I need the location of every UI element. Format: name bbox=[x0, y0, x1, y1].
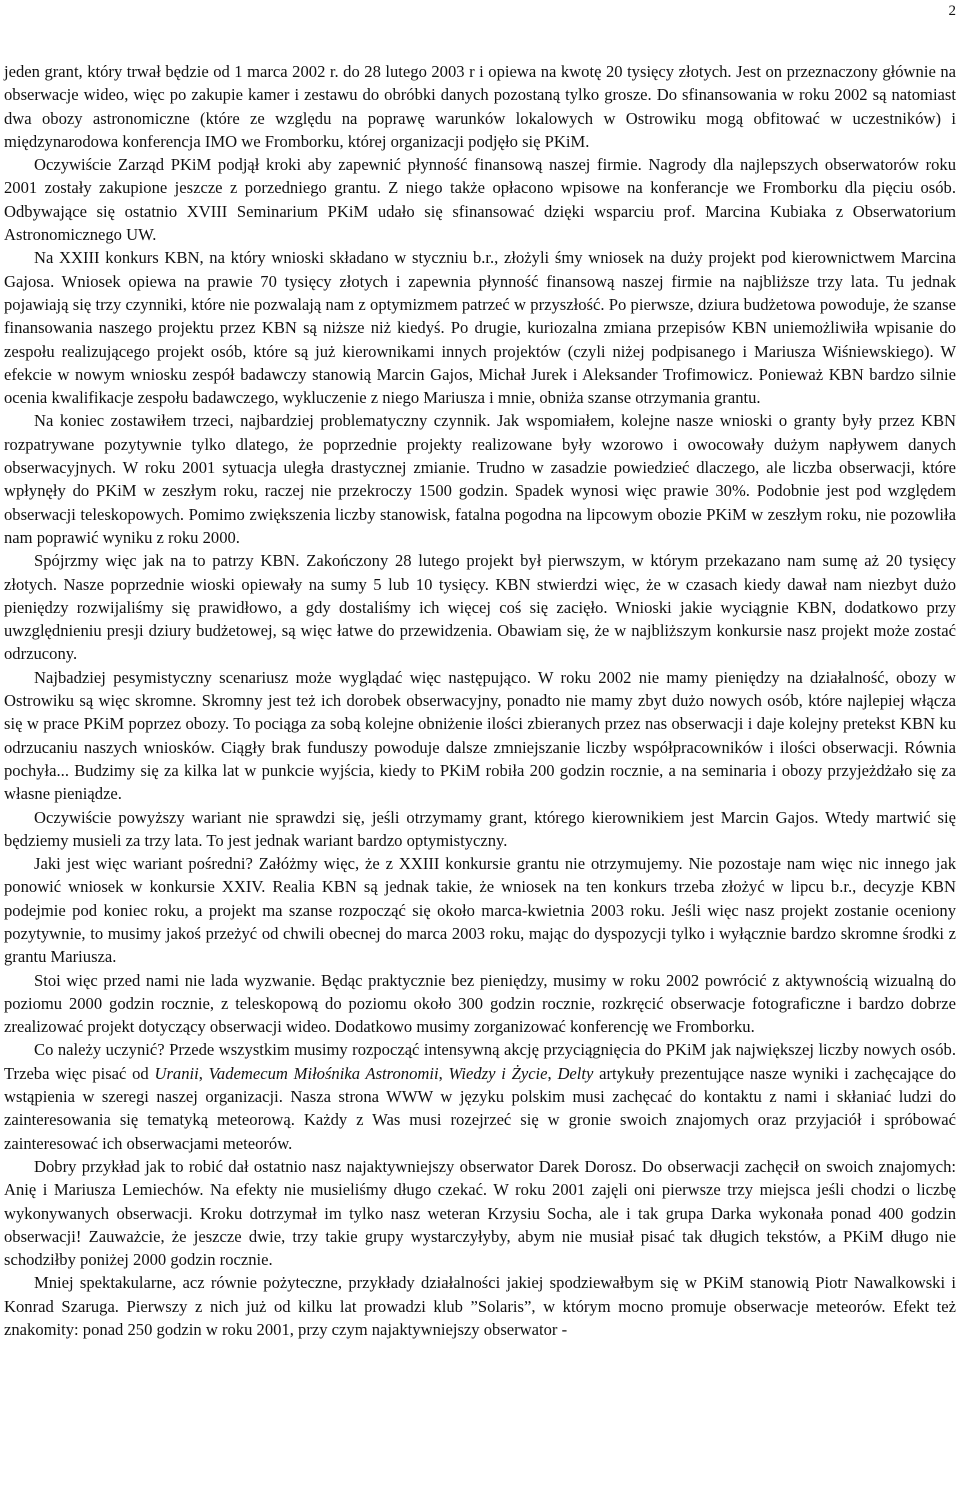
magazine-title: Uranii bbox=[154, 1063, 199, 1083]
paragraph-with-titles bbox=[4, 1038, 956, 1154]
page-number: 2 bbox=[948, 3, 956, 19]
text-run: , bbox=[438, 1063, 449, 1083]
paragraph: jeden grant, który trwał będzie od 1 marca 2002 r. do 28 lutego 2003 r i opiewa na kwotę 20 tysięcy złotych. Jest on przeznaczony głównie na obserwacje wideo, więc po zakupie kamer i zestawu do obróbki danych pozostaną tylko grosze. Do sfinansowania w roku 2002 są natomiast dwa obozy astronomiczne (które ze względu na poprawę warunków lokalowych w Ostrowiku mogą obfitować w uczestników) i międzynarodowa konferencja IMO we Fromborku, której organizacji podjęło się PKiM. bbox=[4, 62, 956, 151]
paragraph: Jaki jest więc wariant pośredni? Załóżmy więc, że z XXIII konkursie grantu nie otrzymujemy. Nie pozostaje nam więc nic innego jak ponowić wniosek w konkursie XXIV. Realia KBN są jednak takie, że wniosek na ten konkurs trzeba złożyć w lipcu b.r., decyzje KBN podejmie pod koniec roku, a projekt ma szanse rozpocząć się około marca-kwietnia 2003 roku. Jeśli więc nasz projekt zostanie oceniony pozytywnie, to musimy jakoś przeżyć od chwili obecnej do marca 2003 roku, mając do dyspozycji tylko i wyłącznie bardzo skromne środki z grantu Mariusza. bbox=[4, 854, 956, 967]
text-run: Co należy uczynić? Przede wszystkim musimy rozpocząć intensywną akcję przyciągnięcia do PKiM jak największej liczby nowych osób. Trzeba więc pisać od bbox=[4, 1040, 956, 1083]
paragraph: Na koniec zostawiłem trzeci, najbardziej problematyczny czynnik. Jak wspomiałem, kolejne nasze wnioski o granty były przez KBN rozpatrywane pozytywnie tylko dlatego, że poprzednie projekty realizowane były wzorowo i owocowały dużym napływem danych obserwacyjnych. W roku 2001 sytuacja uległa drastycznej zmianie. Trudno w zasadzie powiedzieć dlaczego, ale liczba obserwacji, które wpłynęły do PKiM w zeszłym roku, raczej nie przekroczy 1500 godzin. Spadek wynosi więc prawie 30%. Podobnie jest pod względem obserwacji teleskopowych. Pomimo zwiększenia liczby stanowisk, fatalna pogodna na lipcowym obozie PKiM w zeszłym roku, nie pozowliła nam poprawić wyniku z roku 2000. bbox=[4, 411, 956, 547]
magazine-title: Vademecum Miłośnika Astronomii bbox=[208, 1063, 439, 1083]
text-run: , bbox=[198, 1063, 209, 1083]
paragraph: Spójrzmy więc jak na to patrzy KBN. Zakończony 28 lutego projekt był pierwszym, w którym przekazano nam sumę aż 20 tysięcy złotych. Nasze poprzednie wioski opiewały na sumy 5 lub 10 tysięcy. KBN stwierdzi więc, że w czasach kiedy dawał nam niezbyt dużo pieniędzy rozwijaliśmy się prawidłowo, a gdy dostaliśmy ich więcej coś się zacięło. Wnioski jakie wyciągnie KBN, dodatkowo przy uwzględnieniu presji dziury budżetowej, są więc łatwe do przewidzenia. Obawiam się, że w najbliższym konkursie nasz projekt może zostać odrzucony. bbox=[4, 551, 956, 664]
magazine-title: Delty bbox=[557, 1063, 594, 1083]
paragraph: Najbadziej pesymistyczny scenariusz może wyglądać więc następująco. W roku 2002 nie mamy pieniędzy na działalność, obozy w Ostrowiku są więc skromne. Skromny jest też ich dorobek obserwacyjny, ponadto nie mamy zbyt dużo nowych osób, które najlepiej włącza się w prace PKiM poprzez obozy. To pociąga za sobą kolejne obniżenie ilości zbieranych przez nas obserwacji i daje kolejny pretekst KBN ku odrzucaniu naszych wniosków. Ciągły brak funduszy powoduje dalsze zmniejszanie liczby współpracowników i ilości obserwacji. Równia pochyła... Budzimy się za kilka lat w punkcie wyjścia, kiedy to PKiM robiła 200 godzin rocznie, a na seminaria i obozy przyjeżdżało się za własne pieniądze. bbox=[4, 667, 956, 804]
magazine-title: Wiedzy i Życie bbox=[448, 1063, 548, 1083]
text-run: artykuły prezentujące nasze wyniki i zachęcające do wstąpienia w szeregi naszej organizacji. Nasza strona WWW w języku polskim musi zachęcać do kontaktu z nami i skłaniać ludzi do zainteresowania się tematyką meteorową. Każdy z Was musi rozejrzeć się w gronie swoich znajomych oraz przyjaciół i spróbować zainteresować ich obserwacjami meteorów. bbox=[4, 1063, 957, 1153]
article-body bbox=[4, 60, 956, 1341]
paragraph: Mniej spektakularne, acz równie pożyteczne, przykłady działalności jakiej spodziewałbym się w PKiM stanowią Piotr Nawalkowski i Konrad Szaruga. Pierwszy z nich już od kilku lat prowadzi klub ”Solaris”, w którym mocno promuje obserwacje meteorów. Efekt też znakomity: ponad 250 godzin w roku 2001, przy czym najaktywniejszy obserwator - bbox=[4, 1273, 956, 1340]
paragraph: Oczywiście powyższy wariant nie sprawdzi się, jeśli otrzymamy grant, którego kierownikiem jest Marcin Gajos. Wtedy martwić się będziemy musieli za trzy lata. To jest jednak wariant bardzo optymistyczny. bbox=[4, 807, 956, 850]
paragraph: Stoi więc przed nami nie lada wyzwanie. Będąc praktycznie bez pieniędzy, musimy w roku 2002 powrócić z aktywnością wizualną do poziomu 2000 godzin rocznie, z teleskopową do poziomu około 300 godzin rocznie, rozkręcić obserwacje fotograficzne i bardzo dobrze zrealizować projekt dotyczący obserwacji wideo. Dodatkowo musimy zorganizować konferencję we Fromborku. bbox=[4, 970, 956, 1037]
paragraph: Oczywiście Zarząd PKiM podjął kroki aby zapewnić płynność finansową naszej firmie. Nagrody dla najlepszych obserwatorów roku 2001 zostały zakupione jeszcze z porzedniego grantu. Z niego także opłacono wpisowe na konferancje we Fromborku dla pięciu osób. Odbywające się ostatnio XVIII Seminarium PKiM udało się sfinansować dzięki wsparciu prof. Marcina Kubiaka z Obserwatorium Astronomicznego UW. bbox=[4, 155, 956, 245]
paragraph: Dobry przykład jak to robić dał ostatnio nasz najaktywniejszy obserwator Darek Dorosz. Do obserwacji zachęcił on swoich znajomych: Anię i Mariusza Lemiechów. Na efekty nie musieliśmy długo czekać. W roku 2001 zajęli oni pierwsze trzy miejsca jeśli chodzi o liczbę wykonywanych obserwacji. Kroku dotrzymał im tylko nasz weteran Krzysiu Socha, ale i tak grupa Darka wykonała ponad 400 godzin obserwacji! Zauważcie, że jeszcze dwie, trzy takie grupy wystarczyłyby, abym nie musiał pisać tak długich tekstów, a PKiM długo nie schodziłby poniżej 2000 godzin rocznie. bbox=[4, 1156, 956, 1270]
text-run: , bbox=[547, 1063, 558, 1083]
paragraph: Na XXIII konkurs KBN, na który wnioski składano w styczniu b.r., złożyli śmy wniosek na duży projekt pod kierownictwem Marcina Gajosa. Wniosek opiewa na prawie 70 tysięcy złotych i zapewnia płynność finansową naszej firmie na najbliższe trzy lata. Tu jednak pojawiają się trzy czynniki, które nie pozwalają nam z optymizmem patrzeć w przyszłość. Po pierwsze, dziura budżetowa powoduje, że szanse finansowania naszego projektu przez KBN są niższe niż kiedyś. Po drugie, kuriozalna zmiana przepisów KBN uniemożliwiła wpisanie do zespołu realizującego projekt osób, które są już kierownikami innych projektów (czyli niżej podpisanego i Mariusza Wiśniewskiego). W efekcie w nowym wniosku zespół badawczy stanowią Marcin Gajos, Michał Jurek i Aleksander Trofimowicz. Ponieważ KBN bardzo silnie ocenia kwalifikacje zespołu badawczego, wykluczenie z niego Mariusza i mnie, obniża szanse otrzymania grantu. bbox=[4, 248, 956, 408]
